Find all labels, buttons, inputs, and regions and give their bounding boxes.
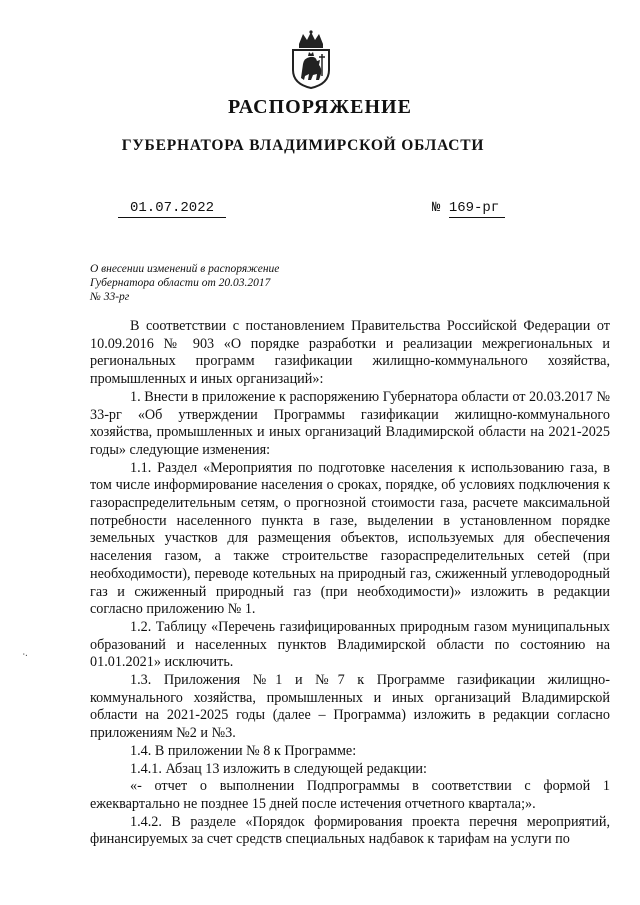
body-paragraph: 1.4.1. Абзац 13 изложить в следующей редакции: [130, 760, 427, 777]
document-body [90, 318, 610, 849]
document-date: 01.07.2022 [118, 200, 226, 218]
body-paragraph: 1. Внести в приложение к распоряжению Губернатора области от 20.03.2017 № 33-рг «Об утверждении Программы газификации жилищно-коммунального хозяйства, промышленных и иных организаций Владимирской области на 2021-2025 годы» следующие изменения: [90, 388, 610, 458]
body-paragraph: 1.1. Раздел «Мероприятия по подготовке населения к использованию газа, в том числе информирование населения о сроках, порядке, об условиях подключения к газораспределительным сетям, о прогнозной стоимости газа, расчете максимальной потребности населенного пункта в газе, выделении в установленном порядке земельных участков для размещения объектов, используемых для обеспечения населения газом, а также строительстве газораспределительных сетей (при необходимости), переводе котельных на природный газ, сжиженный углеводородный газ и сжиженный природный газ (при необходимости)» изложить в редакции согласно приложению № 1. [90, 459, 610, 618]
body-paragraph: 1.4. В приложении № 8 к Программе: [130, 742, 357, 759]
number-prefix: № [432, 200, 441, 216]
subject-line: Губернатора области от 20.03.2017 [90, 277, 271, 289]
coat-of-arms-icon [289, 30, 333, 90]
body-paragraph: В соответствии с постановлением Правительства Российской Федерации от 10.09.2016 № 903 «О порядке разработки и реализации межрегиональных и региональных программ газификации жилищно-коммунального хозяйства, промышленных и иных организаций»: [90, 318, 610, 388]
subject-line: № 33-рг [90, 291, 130, 303]
document-subject [90, 262, 330, 304]
number-value: 169-рг [449, 200, 505, 218]
body-paragraph: 1.3. Приложения №1 и №7 к Программе газификации жилищно-коммунального хозяйства, промышленных и иных организаций Владимирской области на 2021-2025 годы (далее – Программа) изложить в редакции согласно приложениям №2 и №3. [90, 672, 610, 742]
document-issuer: ГУБЕРНАТОРА ВЛАДИМИРСКОЙ ОБЛАСТИ [121, 137, 485, 154]
subject-line: О внесении изменений в распоряжение [90, 263, 280, 275]
margin-mark: ∙· [19, 649, 31, 662]
body-paragraph: «- отчет о выполнении Подпрограммы в соответствии с формой 1 ежеквартально не позднее 15 дней после истечения отчетного квартала;». [90, 778, 610, 812]
document-number [432, 200, 505, 216]
body-paragraph: 1.4.2. В разделе «Порядок формирования проекта перечня мероприятий, финансируемых за счет средств специальных надбавок к тарифам на услуги по [90, 813, 610, 848]
body-paragraph: 1.2. Таблицу «Перечень газифицированных природным газом муниципальных образований и населенных пунктов Владимирской области по состоянию на 01.01.2021» исключить. [90, 618, 610, 671]
document-title: РАСПОРЯЖЕНИЕ [228, 96, 412, 118]
